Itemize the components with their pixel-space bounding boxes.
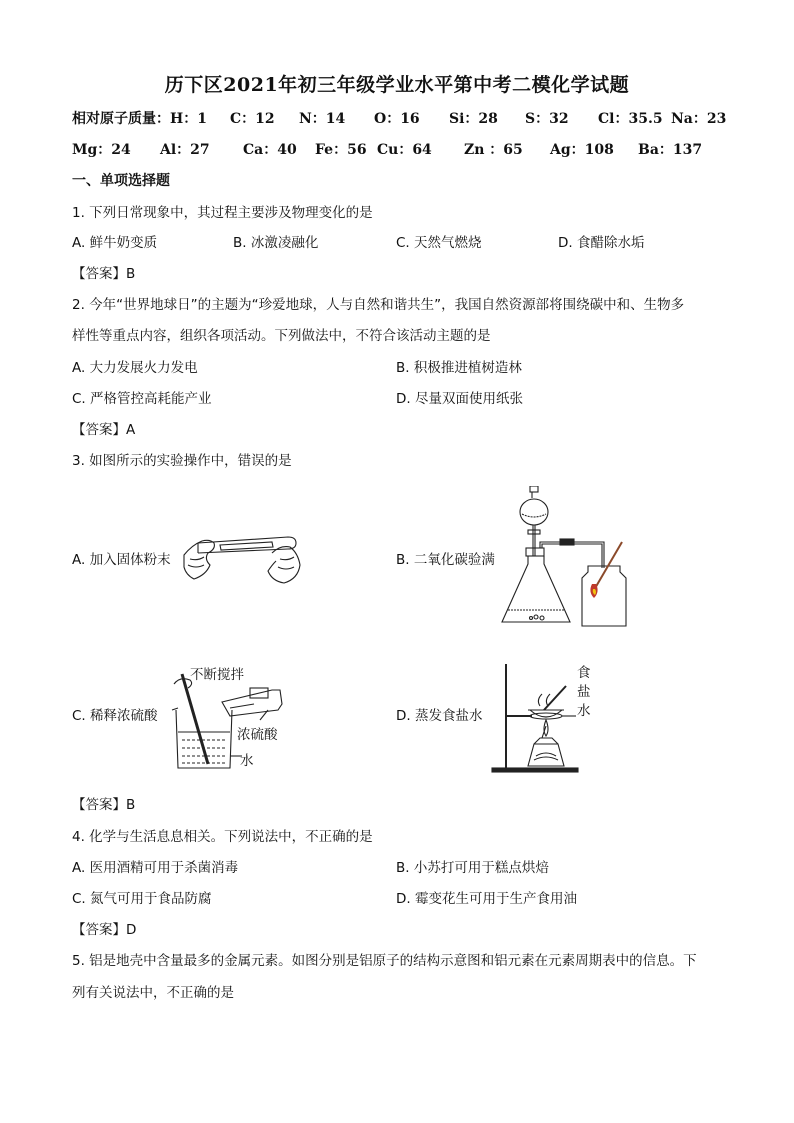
q2-option-c: C. 严格管控高耗能产业 — [72, 391, 212, 407]
q2-option-d: D. 尽量双面使用纸张 — [396, 391, 523, 407]
figure-co2-full-test — [496, 486, 636, 632]
atomic-mass-item: Zn ：65 — [464, 142, 523, 158]
label-salt-water-char: 食 — [577, 665, 591, 681]
figure-evaporate-salt-water — [488, 660, 588, 776]
answer-value: B — [126, 266, 136, 282]
atomic-mass-item: Ca：40 — [243, 142, 297, 158]
label-concentrated-acid: 浓硫酸 — [237, 727, 278, 743]
answer-tag: 【答案】 — [72, 422, 126, 438]
label-salt-water-char: 盐 — [577, 684, 591, 700]
answer-value: A — [126, 422, 136, 438]
question-1-stem: 1. 下列日常现象中，其过程主要涉及物理变化的是 — [72, 205, 373, 221]
label-stir: 不断搅拌 — [190, 667, 244, 683]
label-water: 水 — [240, 753, 254, 769]
atomic-mass-item: Mg：24 — [72, 142, 131, 158]
q1-answer — [72, 265, 135, 283]
atomic-mass-item: Cl：35.5 — [598, 111, 663, 127]
q1-option-a: A. 鲜牛奶变质 — [72, 235, 158, 251]
q2-option-a: A. 大力发展火力发电 — [72, 360, 198, 376]
page-title: 历下区2021年初三年级学业水平第中考二模化学试题 — [164, 74, 630, 96]
question-2-stem-line-1: 2. 今年“世界地球日”的主题为“珍爱地球，人与自然和谐共生”，我国自然资源部将围绕碳中和、生物多 — [72, 297, 685, 313]
q2-option-b: B. 积极推进植树造林 — [396, 360, 522, 376]
q4-answer — [72, 921, 136, 939]
q4-option-a: A. 医用酒精可用于杀菌消毒 — [72, 860, 239, 876]
q4-option-b: B. 小苏打可用于糕点烘焙 — [396, 860, 549, 876]
atomic-mass-item: S：32 — [525, 111, 569, 127]
atomic-mass-item: Al：27 — [160, 142, 210, 158]
answer-tag: 【答案】 — [72, 266, 126, 282]
label-salt-water — [577, 664, 591, 721]
q1-option-b: B. 冰激凌融化 — [233, 235, 319, 251]
answer-tag: 【答案】 — [72, 922, 126, 938]
q2-answer — [72, 421, 135, 439]
label-salt-water-char: 水 — [577, 703, 591, 719]
q3-option-b: B. 二氧化碳验满 — [396, 552, 495, 568]
answer-value: D — [126, 922, 137, 938]
q3-answer — [72, 796, 135, 814]
answer-value: B — [126, 797, 136, 813]
question-3-stem: 3. 如图所示的实验操作中，错误的是 — [72, 453, 292, 469]
atomic-mass-item: Si：28 — [449, 111, 498, 127]
q3-option-a: A. 加入固体粉末 — [72, 552, 171, 568]
q3-option-d: D. 蒸发食盐水 — [396, 708, 483, 724]
q1-option-c: C. 天然气燃烧 — [396, 235, 482, 251]
atomic-mass-item: Fe：56 — [315, 142, 367, 158]
atomic-mass-item: 相对原子质量：H：1 — [72, 111, 207, 127]
question-5-stem-line-2: 列有关说法中，不正确的是 — [72, 985, 234, 1001]
atomic-mass-item: O：16 — [374, 111, 420, 127]
atomic-mass-item: Ba：137 — [638, 142, 703, 158]
question-4-stem: 4. 化学与生活息息相关。下列说法中，不正确的是 — [72, 829, 373, 845]
q3-option-c: C. 稀释浓硫酸 — [72, 708, 158, 724]
question-2-stem-line-2: 样性等重点内容，组织各项活动。下列做法中，不符合该活动主题的是 — [72, 328, 491, 344]
atomic-mass-item: C：12 — [230, 111, 275, 127]
answer-tag: 【答案】 — [72, 797, 126, 813]
atomic-mass-item: Na：23 — [671, 111, 727, 127]
q1-option-d: D. 食醋除水垢 — [558, 235, 645, 251]
figure-add-powder — [180, 525, 304, 587]
question-5-stem-line-1: 5. 铝是地壳中含量最多的金属元素。如图分别是铝原子的结构示意图和铝元素在元素周期表中的信息。下 — [72, 953, 697, 969]
atomic-mass-item: Ag：108 — [550, 142, 614, 158]
q4-option-c: C. 氮气可用于食品防腐 — [72, 891, 212, 907]
q4-option-d: D. 霉变花生可用于生产食用油 — [396, 891, 577, 907]
atomic-mass-item: Cu：64 — [377, 142, 432, 158]
atomic-mass-item: N：14 — [299, 111, 346, 127]
section-heading: 一、单项选择题 — [72, 173, 170, 189]
